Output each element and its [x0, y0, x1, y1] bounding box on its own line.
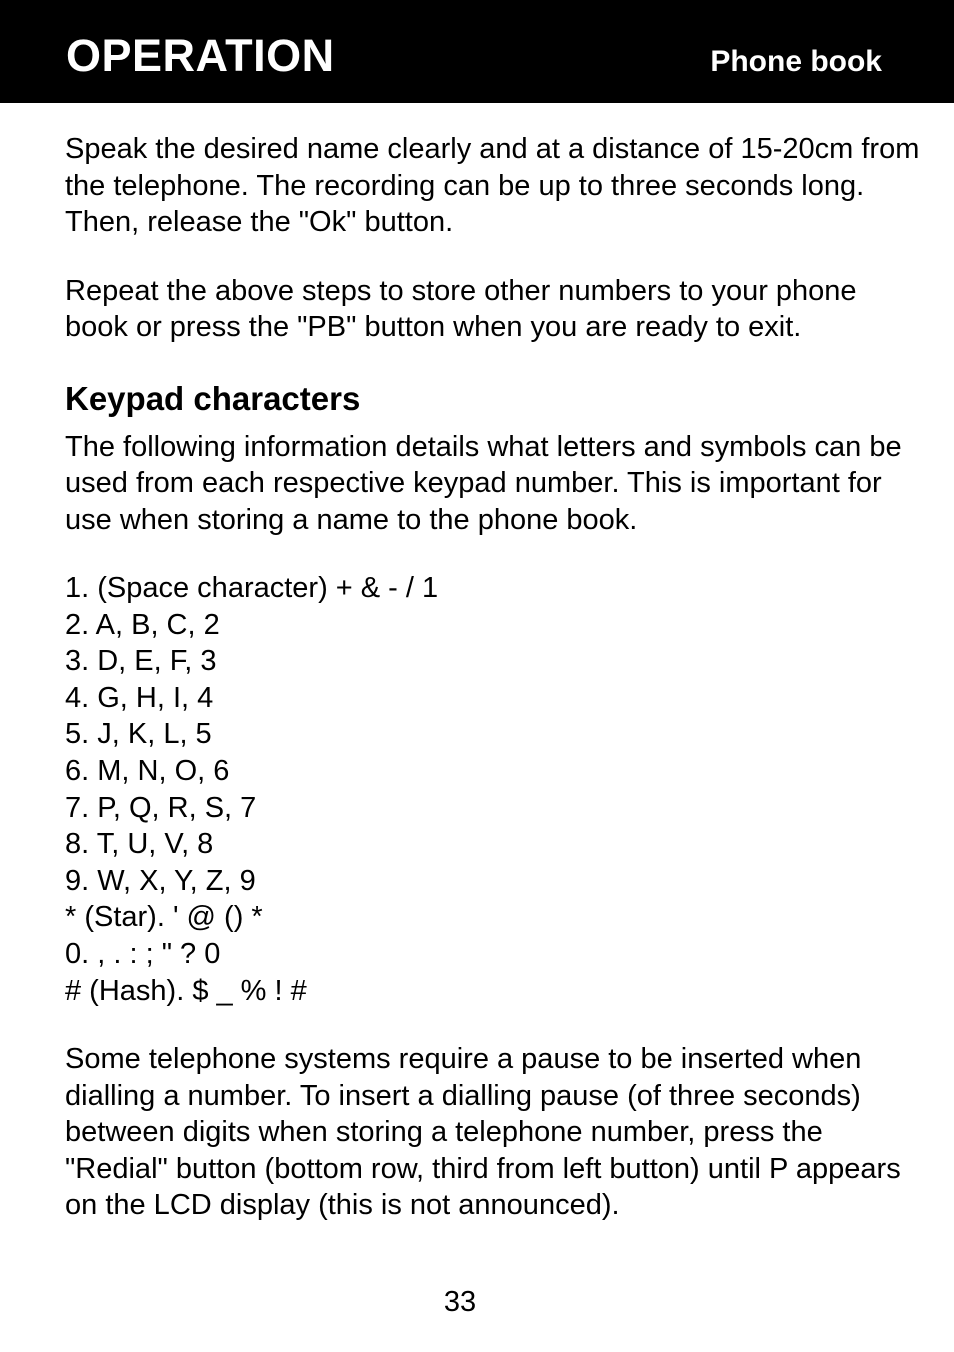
list-item: 7. P, Q, R, S, 7 [65, 791, 257, 824]
chapter-title: OPERATION [66, 30, 335, 81]
section-title: Phone book [710, 45, 882, 78]
list-item: * (Star). ' @ () * [65, 901, 263, 934]
list-item: 0. , . : ; " ? 0 [65, 937, 221, 970]
list-item: 9. W, X, Y, Z, 9 [65, 864, 256, 897]
list-item: 6. M, N, O, 6 [65, 754, 230, 787]
page-number: 33 [443, 1286, 477, 1318]
list-item: 3. D, E, F, 3 [65, 645, 217, 678]
page-header [0, 0, 954, 103]
list-item: 5. J, K, L, 5 [65, 718, 212, 751]
dialling-pause-paragraph: Some telephone systems require a pause to be inserted when dialling a number. To insert a dialling pause (of three seconds) between digits when storing a telephone number, press the "Redial" button (bottom row, third from left button) until P appears on the LCD display (this is not announced). [65, 1043, 901, 1222]
keypad-characters-heading: Keypad characters [65, 379, 361, 417]
page-content [65, 131, 925, 1224]
list-item: 8. T, U, V, 8 [65, 828, 214, 861]
list-item: # (Hash). $ _ % ! # [65, 974, 307, 1007]
keypad-character-list [65, 570, 925, 1009]
list-item: 2. A, B, C, 2 [65, 608, 220, 641]
list-item: 1. (Space character) + & - / 1 [65, 572, 439, 604]
list-item: 4. G, H, I, 4 [65, 681, 214, 714]
repeat-instruction-paragraph: Repeat the above steps to store other numbers to your phone book or press the "PB" button when you are ready to exit. [65, 274, 857, 343]
keypad-intro-paragraph: The following information details what letters and symbols can be used from each respective keypad number. This is important for use when storing a name to the phone book. [65, 430, 902, 536]
speak-instruction-paragraph: Speak the desired name clearly and at a distance of 15-20cm from the telephone. The recording can be up to three seconds long. Then, release the "Ok" button. [65, 133, 920, 238]
